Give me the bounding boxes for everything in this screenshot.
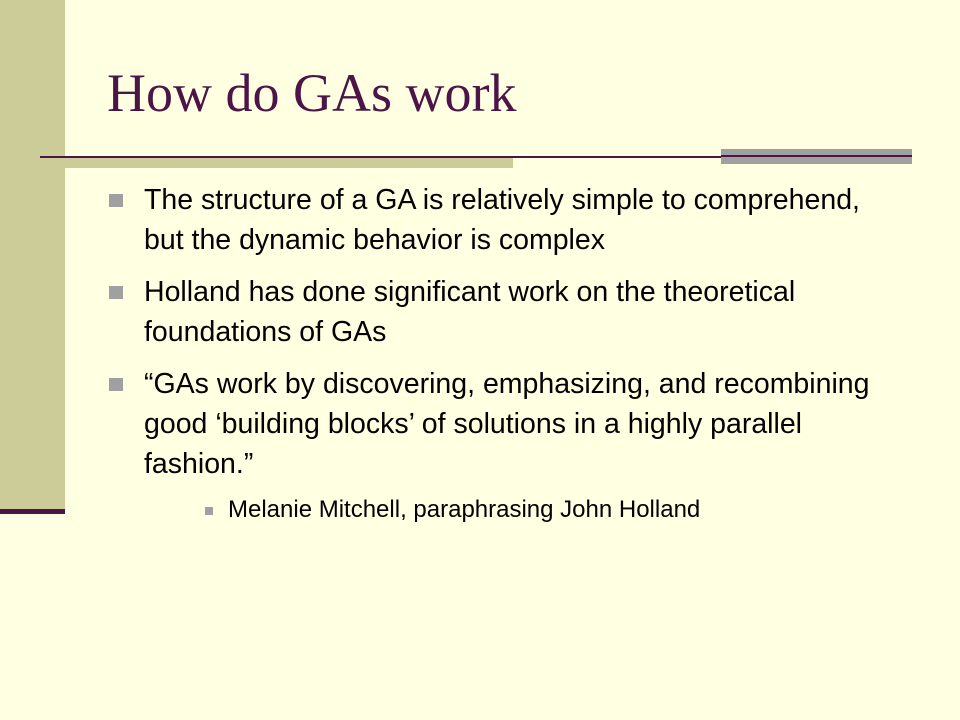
- slide-title: How do GAs work: [107, 63, 517, 123]
- square-bullet-icon: [109, 378, 123, 391]
- bullet-item: [108, 272, 878, 352]
- bullet-text: The structure of a GA is relatively simple to comprehend, but the dynamic behavior is complex: [144, 184, 860, 256]
- square-bullet-icon: [205, 507, 213, 515]
- bullet-text: Holland has done significant work on the theoretical foundations of GAs: [144, 276, 796, 348]
- bullet-text: “GAs work by discovering, emphasizing, and recombining good ‘building blocks’ of solutions in a highly parallel fashion.”: [144, 368, 870, 480]
- square-bullet-icon: [109, 286, 123, 299]
- left-accent-band: [0, 0, 65, 512]
- bullet-item: [108, 364, 878, 484]
- bullet-item: [108, 180, 878, 260]
- left-accent-underline: [0, 509, 65, 514]
- title-divider-right-line: [721, 155, 912, 157]
- sub-bullet-item: [108, 494, 878, 526]
- bullet-list: [108, 180, 878, 526]
- title-divider-left-bar: [65, 158, 513, 168]
- sub-bullet-text: Melanie Mitchell, paraphrasing John Holland: [228, 496, 701, 523]
- square-bullet-icon: [109, 194, 123, 207]
